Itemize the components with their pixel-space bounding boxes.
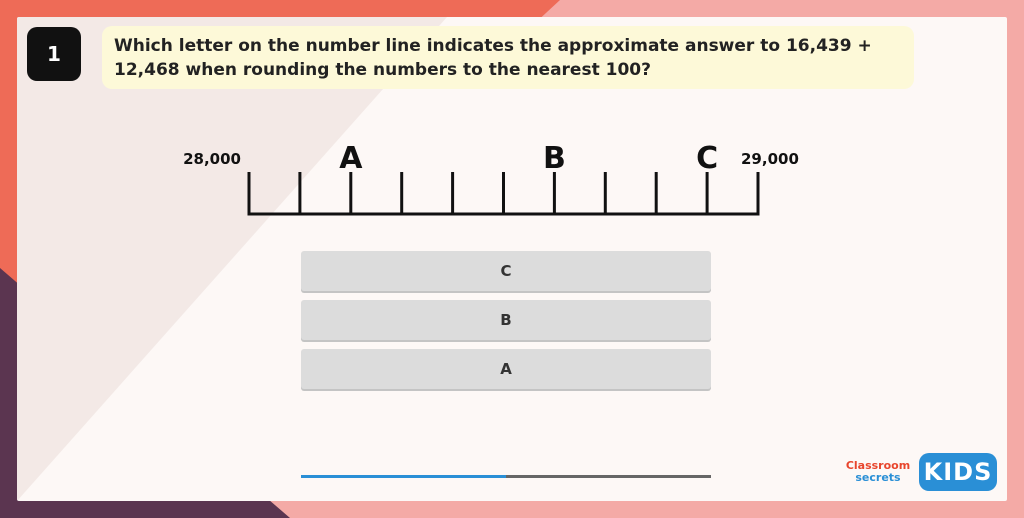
logo-line1: Classroom — [845, 459, 911, 472]
progress-bar — [301, 475, 711, 478]
question-text: Which letter on the number line indicates the approximate answer to 16,439 + 12,468 when rounding the numbers to the nearest 100? — [114, 36, 872, 80]
question-card — [17, 17, 1007, 501]
kids-logo-text: KIDS — [923, 458, 993, 486]
end-label: 29,000 — [741, 150, 799, 168]
start-label: 28,000 — [183, 150, 241, 168]
question-number: 1 — [47, 42, 61, 66]
answer-option-a[interactable] — [301, 349, 711, 389]
marker-letter-a: A — [339, 141, 363, 176]
kids-logo — [919, 453, 997, 491]
logo-line2: secrets — [855, 471, 901, 484]
answer-option-c[interactable] — [301, 251, 711, 291]
classroom-secrets-logo — [842, 460, 914, 484]
progress-fill — [301, 475, 506, 478]
answer-option-b[interactable] — [301, 300, 711, 340]
answer-label: B — [500, 311, 512, 329]
marker-letter-b: B — [542, 141, 566, 176]
answer-label: C — [500, 262, 512, 280]
answer-label: A — [500, 360, 512, 378]
marker-letter-c: C — [696, 141, 719, 176]
